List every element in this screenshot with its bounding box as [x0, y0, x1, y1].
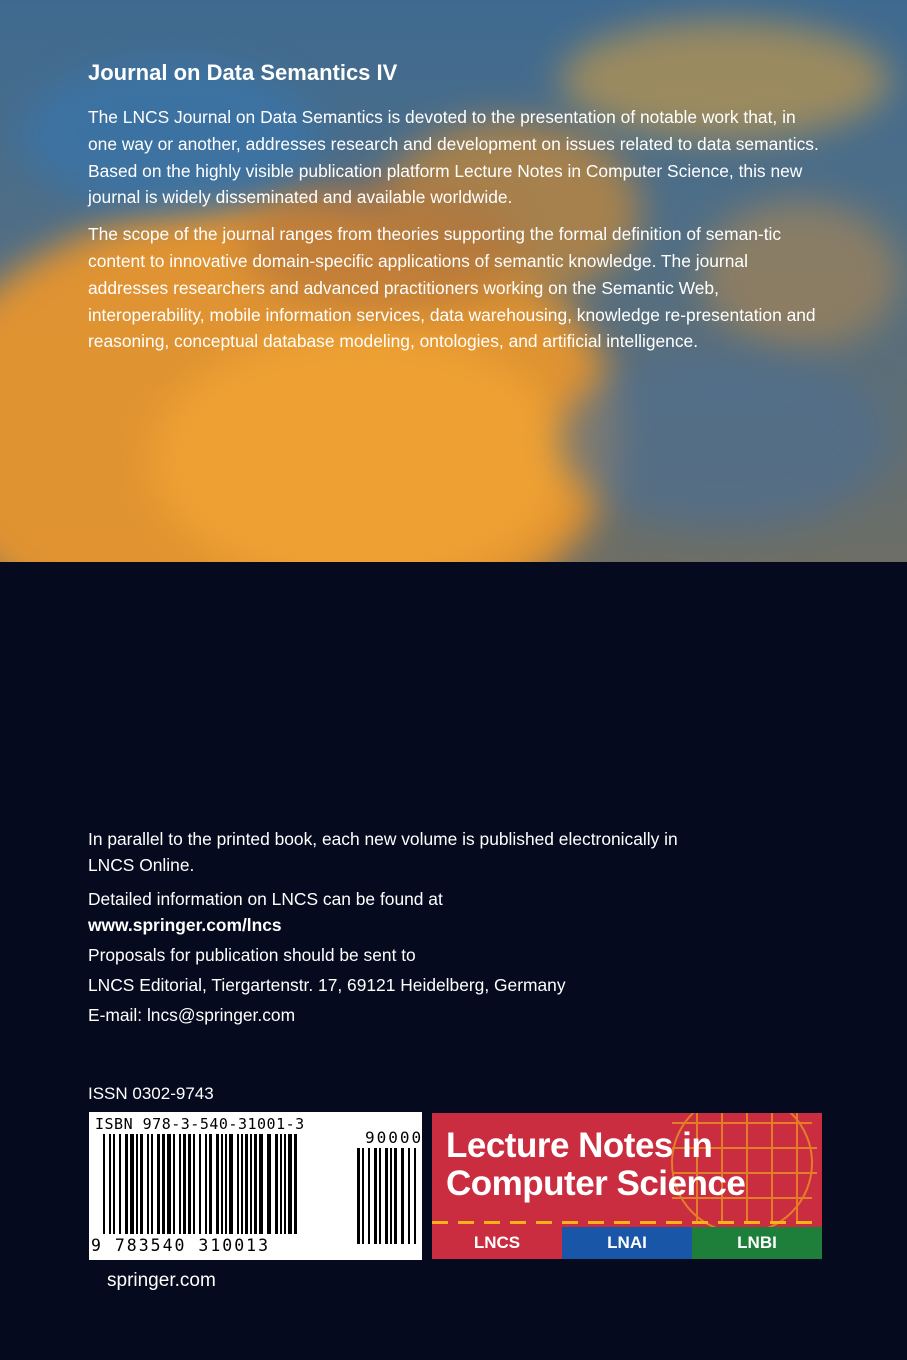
barcode-isbn-text: ISBN 978-3-540-31001-3 [95, 1115, 305, 1133]
barcode-bar [221, 1134, 223, 1234]
barcode-bar [284, 1134, 286, 1234]
dashed-divider [432, 1221, 822, 1224]
publisher-site[interactable]: springer.com [107, 1270, 216, 1291]
barcode-bar [294, 1134, 297, 1234]
addon-bar [362, 1148, 364, 1244]
addon-bar [401, 1148, 404, 1244]
barcode-bar [216, 1134, 219, 1234]
barcode-bar [188, 1134, 191, 1234]
info-intro-line: Detailed information on LNCS can be found at [88, 889, 443, 909]
barcode-bar [103, 1134, 105, 1234]
series-strips [432, 1227, 822, 1259]
barcode-bar [245, 1134, 248, 1234]
barcode-bar [199, 1134, 201, 1234]
barcode-bar [288, 1134, 292, 1234]
barcode-price-code: 90000 [365, 1128, 424, 1147]
barcode-bar [140, 1134, 143, 1234]
photo-blob [560, 350, 890, 530]
barcode-bar [136, 1134, 138, 1234]
barcode-bar [147, 1134, 149, 1234]
barcode-bar [250, 1134, 252, 1234]
barcode-bar [183, 1134, 186, 1234]
issn-number: ISSN 0302-9743 [88, 1084, 214, 1103]
barcode-bar [193, 1134, 195, 1234]
intro-paragraph-2: The scope of the journal ranges from theories supporting the formal definition of seman-tic content to innovative domain-specific applications of semantic knowledge. The journal addresses researchers and advanced practitioners working on the Semantic Web, interoperability, mobile information services, data warehousing, knowledge re-presentation and reasoning, conceptual database modeling, ontologies, and artificial intelligence. [88, 224, 816, 352]
strip-lncs: LNCS [432, 1227, 562, 1259]
intro-text-block [88, 60, 828, 365]
barcode-bar [267, 1134, 271, 1234]
strip-lnbi: LNBI [692, 1227, 822, 1259]
barcode-bar [205, 1134, 207, 1234]
lncs-series-logo [432, 1113, 822, 1259]
barcode-bar [173, 1134, 175, 1234]
barcode-digits: 9 783540 310013 [91, 1236, 271, 1255]
barcode-bar [259, 1134, 263, 1234]
contact-email[interactable]: E-mail: lncs@springer.com [88, 1005, 296, 1025]
barcode-bar [125, 1134, 128, 1234]
series-title: Lecture Notes in Computer Science [446, 1126, 746, 1203]
barcode-bar [113, 1134, 115, 1234]
barcode-bar [209, 1134, 212, 1234]
barcode-bar [162, 1134, 165, 1234]
barcode-bar [275, 1134, 278, 1234]
addon-bar [368, 1148, 370, 1244]
barcode-bar [225, 1134, 227, 1234]
addon-bar [374, 1148, 377, 1244]
publication-info [88, 826, 688, 1028]
intro-paragraph-1: The LNCS Journal on Data Semantics is devoted to the presentation of notable work that, in one way or another, addresses research and development on issues related to data semantics. Based on the highly visible publication platform Lecture Notes in Computer Science, this new journal is widely disseminated and available worldwide. [88, 107, 819, 208]
barcode-bar [109, 1134, 111, 1234]
addon-bar [385, 1148, 388, 1244]
addon-bar [357, 1148, 360, 1244]
barcode-bar [167, 1134, 171, 1234]
isbn-barcode [89, 1112, 422, 1260]
addon-bar [414, 1148, 416, 1244]
lncs-website-link[interactable]: www.springer.com/lncs [88, 915, 282, 935]
barcode-bar [130, 1134, 134, 1234]
cover-photo [0, 0, 907, 562]
proposals-line: Proposals for publication should be sent to [88, 945, 416, 965]
barcode-bar [179, 1134, 181, 1234]
barcode-bar [119, 1134, 121, 1234]
barcode-bar [229, 1134, 233, 1234]
journal-title: Journal on Data Semantics IV [88, 60, 398, 85]
addon-bar [379, 1148, 381, 1244]
barcode-bar [280, 1134, 282, 1234]
online-publication-note: In parallel to the printed book, each new volume is published electronically in LNCS Online. [88, 829, 678, 875]
addon-bar [394, 1148, 397, 1244]
addon-bar [408, 1148, 410, 1244]
strip-lnai: LNAI [562, 1227, 692, 1259]
addon-bar [390, 1148, 392, 1244]
barcode-bar [241, 1134, 243, 1234]
barcode-bar [254, 1134, 257, 1234]
editorial-address: LNCS Editorial, Tiergartenstr. 17, 69121 Heidelberg, Germany [88, 975, 566, 995]
barcode-bar [151, 1134, 153, 1234]
barcode-bar [157, 1134, 160, 1234]
barcode-bar [237, 1134, 239, 1234]
